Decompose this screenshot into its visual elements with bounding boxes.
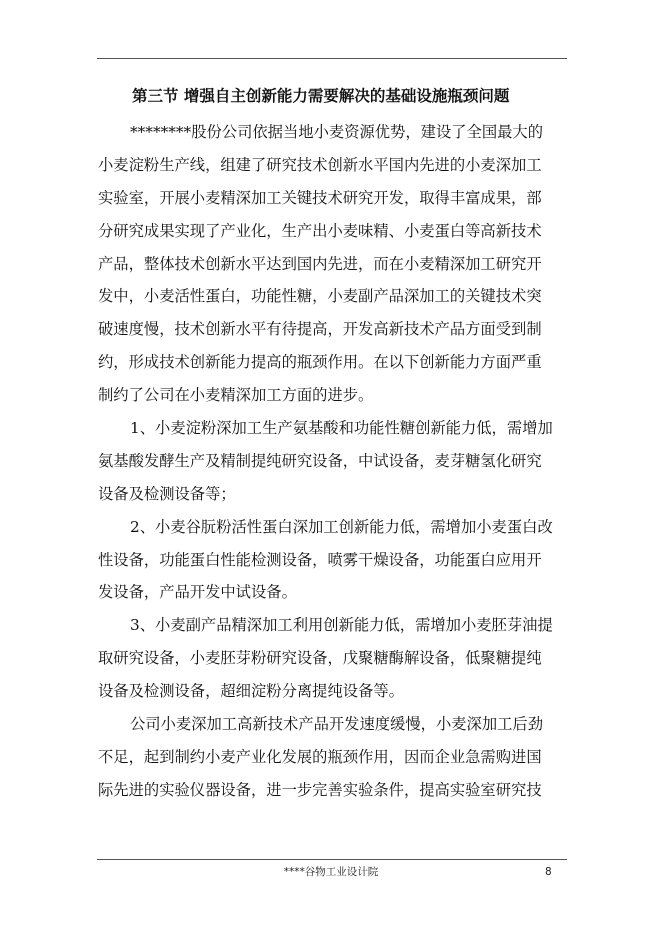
text-line: 际先进的实验仪器设备，进一步完善实验条件，提高实验室研究技 <box>98 780 542 799</box>
text-line: 小麦淀粉生产线，组建了研究技术创新水平国内先进的小麦深加工 <box>98 155 542 174</box>
text-line: 2、小麦谷朊粉活性蛋白深加工创新能力低，需增加小麦蛋白改 <box>130 517 553 536</box>
text-line: 约，形成技术创新能力提高的瓶颈作用。在以下创新能力方面严重 <box>98 353 542 372</box>
text-line: 破速度慢，技术创新水平有待提高，开发高新技术产品方面受到制 <box>98 320 542 339</box>
footer-organization: ****谷物工业设计院 <box>283 866 379 878</box>
text-line: 取研究设备，小麦胚芽粉研究设备，戊聚糖酶解设备，低聚糖提纯 <box>98 649 542 668</box>
text-line: 设备及检测设备等； <box>98 484 236 503</box>
text-line: 制约了公司在小麦精深加工方面的进步。 <box>98 386 374 405</box>
text-line: 实验室，开展小麦精深加工关键技术研究开发，取得丰富成果，部 <box>98 188 542 207</box>
paragraph-conclusion <box>98 708 568 807</box>
text-line: ********股份公司依据当地小麦资源优势，建设了全国最大的 <box>130 123 544 141</box>
text-line: 产品，整体技术创新水平达到国内先进，而在小麦精深加工研究开 <box>98 254 542 273</box>
footer-rule <box>97 859 567 860</box>
page-number: 8 <box>545 866 552 878</box>
section-title: 第三节 增强自主创新能力需要解决的基础设施瓶颈问题 <box>132 87 510 105</box>
text-line: 发中，小麦活性蛋白，功能性糖，小麦副产品深加工的关键技术突 <box>98 287 542 306</box>
paragraph-item-1 <box>98 412 568 511</box>
text-line: 性设备，功能蛋白性能检测设备，喷雾干燥设备，功能蛋白应用开 <box>98 550 542 569</box>
paragraph-item-3 <box>98 609 568 708</box>
text-line: 不足，起到制约小麦产业化发展的瓶颈作用，因而企业急需购进国 <box>98 747 542 766</box>
document-body <box>98 116 568 807</box>
text-line: 设备及检测设备，超细淀粉分离提纯设备等。 <box>98 682 404 701</box>
header-rule <box>97 58 567 59</box>
text-line: 公司小麦深加工高新技术产品开发速度缓慢，小麦深加工后劲 <box>130 715 544 734</box>
paragraph-item-2 <box>98 511 568 610</box>
paragraph-intro <box>98 116 568 412</box>
text-line: 分研究成果实现了产业化，生产出小麦味精、小麦蛋白等高新技术 <box>98 221 542 240</box>
text-line: 氨基酸发酵生产及精制提纯研究设备，中试设备，麦芽糖氢化研究 <box>98 451 542 470</box>
text-line: 3、小麦副产品精深加工利用创新能力低，需增加小麦胚芽油提 <box>130 616 553 635</box>
text-line: 发设备，产品开发中试设备。 <box>98 583 297 602</box>
text-line: 1、小麦淀粉深加工生产氨基酸和功能性糖创新能力低，需增加 <box>130 419 553 438</box>
